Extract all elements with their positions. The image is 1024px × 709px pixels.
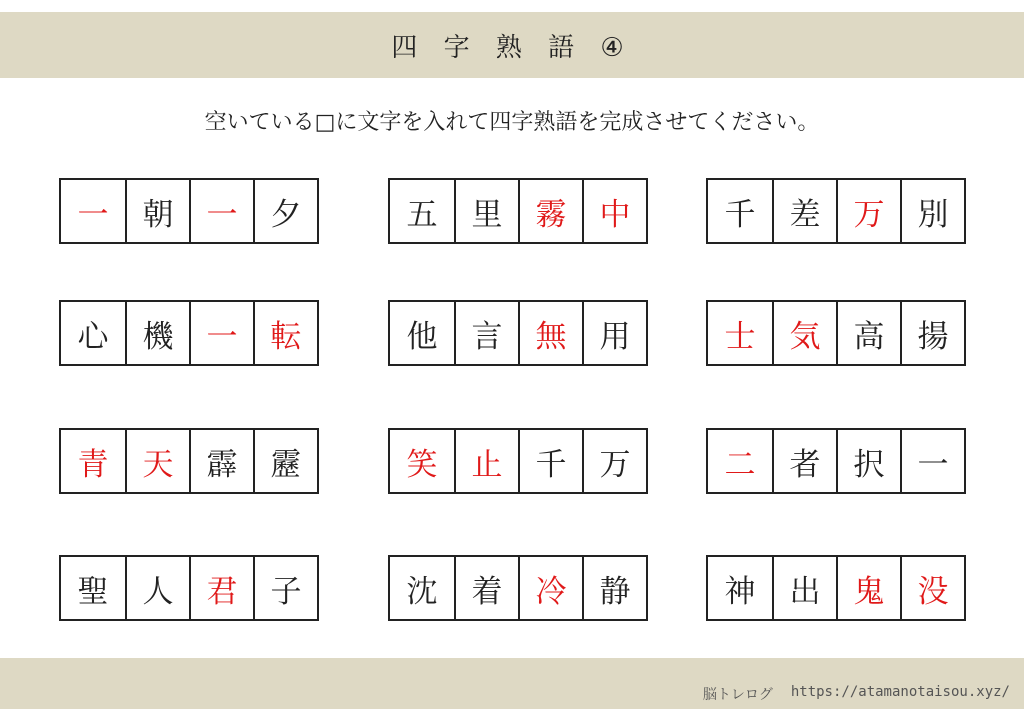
puzzle-cell: 聖 xyxy=(77,573,109,610)
footer xyxy=(703,684,1010,704)
page-title: 四 字 熟 語 ④ xyxy=(391,32,633,63)
puzzle-box xyxy=(706,428,966,494)
puzzle-cell: 高 xyxy=(836,302,900,364)
puzzle-cell: 静 xyxy=(582,557,646,619)
puzzle-cell: 差 xyxy=(772,180,836,242)
puzzle-cell: 用 xyxy=(582,302,646,364)
puzzle-cell: 揚 xyxy=(900,302,964,364)
puzzle-cell: 万 xyxy=(836,180,900,242)
puzzle-cell: 一 xyxy=(900,430,964,492)
instruction-text: 空いている□に文字を入れて四字熟語を完成させてください。 xyxy=(204,110,820,135)
puzzle-cell: 靂 xyxy=(253,430,317,492)
puzzle-cell: 言 xyxy=(454,302,518,364)
puzzle-cell: 冷 xyxy=(518,557,582,619)
puzzle-box xyxy=(59,178,319,244)
puzzle-box xyxy=(706,555,966,621)
puzzle-cell: 朝 xyxy=(125,180,189,242)
puzzle-cell: 別 xyxy=(900,180,964,242)
puzzle-cell: 着 xyxy=(454,557,518,619)
puzzle-cell: 気 xyxy=(772,302,836,364)
puzzle-cell: 転 xyxy=(253,302,317,364)
puzzle-cell: 二 xyxy=(724,446,756,483)
puzzle-cell: 他 xyxy=(406,318,438,355)
puzzle-cell: 青 xyxy=(77,446,109,483)
puzzle-cell: 者 xyxy=(772,430,836,492)
puzzle-cell: 一 xyxy=(189,302,253,364)
puzzle-cell: 中 xyxy=(582,180,646,242)
puzzle-box xyxy=(59,300,319,366)
puzzle-cell: 天 xyxy=(125,430,189,492)
puzzle-box xyxy=(59,555,319,621)
puzzle-box xyxy=(388,428,648,494)
puzzle-box xyxy=(388,555,648,621)
puzzle-cell: 子 xyxy=(253,557,317,619)
puzzle-cell: 没 xyxy=(900,557,964,619)
puzzle-cell: 沈 xyxy=(406,573,438,610)
puzzle-cell: 人 xyxy=(125,557,189,619)
puzzle-box xyxy=(59,428,319,494)
puzzle-cell: 夕 xyxy=(253,180,317,242)
puzzle-cell: 択 xyxy=(836,430,900,492)
puzzle-cell: 万 xyxy=(582,430,646,492)
puzzle-cell: 千 xyxy=(518,430,582,492)
puzzle-cell: 五 xyxy=(406,196,438,233)
puzzle-cell: 千 xyxy=(724,196,756,233)
puzzle-cell: 出 xyxy=(772,557,836,619)
puzzle-cell: 里 xyxy=(454,180,518,242)
footer-brand: 脳トレログ xyxy=(702,687,773,703)
puzzle-box xyxy=(706,300,966,366)
puzzle-cell: 一 xyxy=(77,196,109,233)
puzzle-cell: 心 xyxy=(77,318,109,355)
puzzle-cell: 君 xyxy=(189,557,253,619)
puzzle-cell: 無 xyxy=(518,302,582,364)
puzzle-cell: 霹 xyxy=(189,430,253,492)
puzzle-box xyxy=(706,178,966,244)
puzzle-cell: 一 xyxy=(189,180,253,242)
puzzle-cell: 士 xyxy=(724,318,756,355)
title-band xyxy=(0,12,1024,78)
puzzle-cell: 笑 xyxy=(406,446,438,483)
puzzle-cell: 霧 xyxy=(518,180,582,242)
puzzle-box xyxy=(388,300,648,366)
puzzle-box xyxy=(388,178,648,244)
puzzle-cell: 神 xyxy=(724,573,756,610)
footer-url[interactable]: https://atamanotaisou.xyz/ xyxy=(790,684,1010,700)
puzzle-cell: 鬼 xyxy=(836,557,900,619)
puzzle-cell: 止 xyxy=(454,430,518,492)
puzzle-cell: 機 xyxy=(125,302,189,364)
